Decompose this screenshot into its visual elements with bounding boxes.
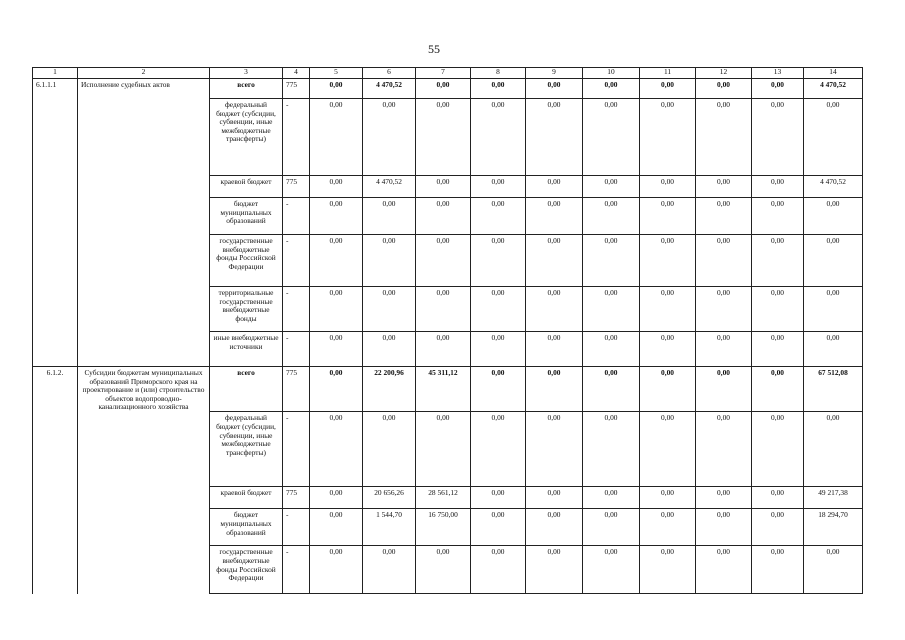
value-cell: 0,00 <box>696 99 752 176</box>
column-number: 6 <box>363 68 416 79</box>
value-cell: 0,00 <box>583 367 640 412</box>
page-number: 55 <box>428 42 440 56</box>
value-cell: 0,00 <box>363 198 416 235</box>
value-cell: 0,00 <box>471 99 526 176</box>
value-cell: 0,00 <box>696 235 752 287</box>
item-number-empty <box>33 546 78 594</box>
funding-source: краевой бюджет <box>210 176 283 198</box>
value-cell: 0,00 <box>363 235 416 287</box>
value-cell: 0,00 <box>696 367 752 412</box>
value-cell: 0,00 <box>416 99 471 176</box>
value-cell: 0,00 <box>804 546 863 594</box>
column-number: 7 <box>416 68 471 79</box>
item-name-empty <box>78 332 210 367</box>
funding-source: государственные внебюджетные фонды Российской Федерации <box>210 546 283 594</box>
value-cell: 22 200,96 <box>363 367 416 412</box>
value-cell: 4 470,52 <box>804 176 863 198</box>
value-cell: 0,00 <box>471 546 526 594</box>
value-cell: 0,00 <box>583 198 640 235</box>
value-cell: 0,00 <box>696 487 752 509</box>
value-cell: 0,00 <box>471 79 526 99</box>
value-cell: 0,00 <box>526 99 583 176</box>
value-cell: 0,00 <box>310 332 363 367</box>
funding-source: государственные внебюджетные фонды Российской Федерации <box>210 235 283 287</box>
column-number: 13 <box>752 68 804 79</box>
code-cell: - <box>283 509 310 546</box>
value-cell: 0,00 <box>752 176 804 198</box>
value-cell: 0,00 <box>471 176 526 198</box>
table-row <box>33 176 863 198</box>
item-name-empty <box>78 487 210 509</box>
value-cell: 0,00 <box>752 99 804 176</box>
value-cell: 0,00 <box>471 198 526 235</box>
value-cell: 0,00 <box>471 367 526 412</box>
value-cell: 0,00 <box>526 332 583 367</box>
item-name-empty <box>78 412 210 487</box>
item-number-empty <box>33 235 78 287</box>
code-cell: - <box>283 287 310 332</box>
value-cell: 0,00 <box>696 509 752 546</box>
item-number-empty <box>33 332 78 367</box>
item-number-empty <box>33 509 78 546</box>
value-cell: 0,00 <box>696 546 752 594</box>
code-cell: - <box>283 332 310 367</box>
item-name-empty <box>78 198 210 235</box>
value-cell: 0,00 <box>310 79 363 99</box>
value-cell: 0,00 <box>583 487 640 509</box>
column-number: 9 <box>526 68 583 79</box>
column-number: 10 <box>583 68 640 79</box>
code-cell: - <box>283 546 310 594</box>
table-row <box>33 235 863 287</box>
code-cell: - <box>283 99 310 176</box>
table-row <box>33 412 863 487</box>
value-cell: 0,00 <box>526 487 583 509</box>
table-row <box>33 287 863 332</box>
funding-source: всего <box>210 367 283 412</box>
funding-source: федеральный бюджет (субсидии, субвенции, иные межбюджетные трансферты) <box>210 99 283 176</box>
item-name: Исполнение судебных актов <box>78 79 210 99</box>
value-cell: 0,00 <box>752 509 804 546</box>
item-number: 6.1.1.1 <box>33 79 78 99</box>
value-cell: 0,00 <box>640 332 696 367</box>
value-cell: 0,00 <box>804 99 863 176</box>
table-row <box>33 487 863 509</box>
value-cell: 0,00 <box>416 198 471 235</box>
value-cell: 0,00 <box>640 79 696 99</box>
value-cell: 0,00 <box>526 546 583 594</box>
value-cell: 0,00 <box>696 176 752 198</box>
value-cell: 0,00 <box>696 412 752 487</box>
value-cell: 0,00 <box>640 198 696 235</box>
value-cell: 0,00 <box>804 287 863 332</box>
value-cell: 0,00 <box>804 235 863 287</box>
value-cell: 0,00 <box>583 235 640 287</box>
value-cell: 0,00 <box>310 412 363 487</box>
value-cell: 0,00 <box>310 487 363 509</box>
value-cell: 0,00 <box>752 287 804 332</box>
value-cell: 0,00 <box>416 79 471 99</box>
code-cell: - <box>283 412 310 487</box>
value-cell: 0,00 <box>752 198 804 235</box>
code-cell: 775 <box>283 487 310 509</box>
value-cell: 0,00 <box>640 287 696 332</box>
item-number-empty <box>33 287 78 332</box>
value-cell: 0,00 <box>696 79 752 99</box>
code-cell: 775 <box>283 367 310 412</box>
column-number: 14 <box>804 68 863 79</box>
value-cell: 0,00 <box>310 546 363 594</box>
item-number: 6.1.2. <box>33 367 78 412</box>
value-cell: 0,00 <box>583 509 640 546</box>
value-cell: 0,00 <box>640 176 696 198</box>
value-cell: 18 294,70 <box>804 509 863 546</box>
item-name-empty <box>78 176 210 198</box>
value-cell: 4 470,52 <box>804 79 863 99</box>
value-cell: 4 470,52 <box>363 79 416 99</box>
funding-source: бюджет муниципальных образований <box>210 198 283 235</box>
code-cell: - <box>283 198 310 235</box>
column-number: 3 <box>210 68 283 79</box>
value-cell: 0,00 <box>640 487 696 509</box>
value-cell: 28 561,12 <box>416 487 471 509</box>
value-cell: 0,00 <box>583 546 640 594</box>
value-cell: 0,00 <box>310 198 363 235</box>
value-cell: 0,00 <box>752 546 804 594</box>
value-cell: 4 470,52 <box>363 176 416 198</box>
funding-source: бюджет муниципальных образований <box>210 509 283 546</box>
funding-source: федеральный бюджет (субсидии, субвенции, иные межбюджетные трансферты) <box>210 412 283 487</box>
table-row <box>33 546 863 594</box>
value-cell: 0,00 <box>752 235 804 287</box>
code-cell: 775 <box>283 79 310 99</box>
value-cell: 0,00 <box>310 367 363 412</box>
value-cell: 0,00 <box>471 487 526 509</box>
value-cell: 0,00 <box>526 176 583 198</box>
value-cell: 0,00 <box>696 198 752 235</box>
table-row <box>33 99 863 176</box>
value-cell: 0,00 <box>804 198 863 235</box>
value-cell: 0,00 <box>696 287 752 332</box>
value-cell: 0,00 <box>583 99 640 176</box>
value-cell: 0,00 <box>640 509 696 546</box>
value-cell: 0,00 <box>583 332 640 367</box>
value-cell: 0,00 <box>471 235 526 287</box>
value-cell: 0,00 <box>363 287 416 332</box>
value-cell: 0,00 <box>310 235 363 287</box>
value-cell: 0,00 <box>583 79 640 99</box>
value-cell: 0,00 <box>640 99 696 176</box>
value-cell: 0,00 <box>583 412 640 487</box>
value-cell: 0,00 <box>471 412 526 487</box>
value-cell: 0,00 <box>363 546 416 594</box>
budget-table <box>32 67 863 594</box>
value-cell: 0,00 <box>471 287 526 332</box>
value-cell: 0,00 <box>310 176 363 198</box>
column-number: 2 <box>78 68 210 79</box>
funding-source: краевой бюджет <box>210 487 283 509</box>
value-cell: 0,00 <box>416 287 471 332</box>
column-number: 5 <box>310 68 363 79</box>
column-number: 4 <box>283 68 310 79</box>
item-number-empty <box>33 99 78 176</box>
item-name-empty <box>78 287 210 332</box>
value-cell: 0,00 <box>416 235 471 287</box>
item-number-empty <box>33 176 78 198</box>
funding-source: территориальные государственные внебюджетные фонды <box>210 287 283 332</box>
column-number-row <box>33 68 863 79</box>
value-cell: 0,00 <box>583 287 640 332</box>
value-cell: 0,00 <box>526 79 583 99</box>
value-cell: 0,00 <box>526 198 583 235</box>
value-cell: 20 656,26 <box>363 487 416 509</box>
value-cell: 0,00 <box>416 332 471 367</box>
code-cell: - <box>283 235 310 287</box>
item-number-empty <box>33 198 78 235</box>
column-number: 12 <box>696 68 752 79</box>
code-cell: 775 <box>283 176 310 198</box>
value-cell: 0,00 <box>363 99 416 176</box>
table-row-total <box>33 79 863 99</box>
value-cell: 0,00 <box>752 79 804 99</box>
value-cell: 0,00 <box>363 332 416 367</box>
value-cell: 0,00 <box>416 546 471 594</box>
column-number: 1 <box>33 68 78 79</box>
column-number: 11 <box>640 68 696 79</box>
value-cell: 0,00 <box>752 367 804 412</box>
item-number-empty <box>33 412 78 487</box>
value-cell: 0,00 <box>640 235 696 287</box>
budget-table-body <box>33 68 863 594</box>
value-cell: 0,00 <box>526 235 583 287</box>
value-cell: 0,00 <box>471 509 526 546</box>
table-row-total <box>33 367 863 412</box>
value-cell: 0,00 <box>310 509 363 546</box>
value-cell: 0,00 <box>640 546 696 594</box>
funding-source: иные внебюджетные источники <box>210 332 283 367</box>
value-cell: 0,00 <box>416 412 471 487</box>
item-name-empty <box>78 235 210 287</box>
value-cell: 45 311,12 <box>416 367 471 412</box>
value-cell: 0,00 <box>526 367 583 412</box>
value-cell: 0,00 <box>583 176 640 198</box>
value-cell: 49 217,38 <box>804 487 863 509</box>
table-row <box>33 509 863 546</box>
value-cell: 0,00 <box>752 487 804 509</box>
funding-source: всего <box>210 79 283 99</box>
value-cell: 0,00 <box>416 176 471 198</box>
value-cell: 0,00 <box>752 412 804 487</box>
table-row <box>33 332 863 367</box>
value-cell: 0,00 <box>752 332 804 367</box>
value-cell: 1 544,70 <box>363 509 416 546</box>
item-name: Субсидии бюджетам муниципальных образований Приморского края на проектирование и (или) строительство объектов водопроводно-канализационного хозяйства <box>78 367 210 412</box>
value-cell: 0,00 <box>696 332 752 367</box>
value-cell: 67 512,08 <box>804 367 863 412</box>
value-cell: 16 750,00 <box>416 509 471 546</box>
value-cell: 0,00 <box>526 509 583 546</box>
item-name-empty <box>78 509 210 546</box>
item-name-empty <box>78 99 210 176</box>
value-cell: 0,00 <box>363 412 416 487</box>
item-number-empty <box>33 487 78 509</box>
value-cell: 0,00 <box>640 367 696 412</box>
value-cell: 0,00 <box>804 412 863 487</box>
value-cell: 0,00 <box>310 287 363 332</box>
value-cell: 0,00 <box>310 99 363 176</box>
value-cell: 0,00 <box>526 412 583 487</box>
item-name-empty <box>78 546 210 594</box>
column-number: 8 <box>471 68 526 79</box>
value-cell: 0,00 <box>526 287 583 332</box>
table-row <box>33 198 863 235</box>
value-cell: 0,00 <box>471 332 526 367</box>
value-cell: 0,00 <box>640 412 696 487</box>
value-cell: 0,00 <box>804 332 863 367</box>
